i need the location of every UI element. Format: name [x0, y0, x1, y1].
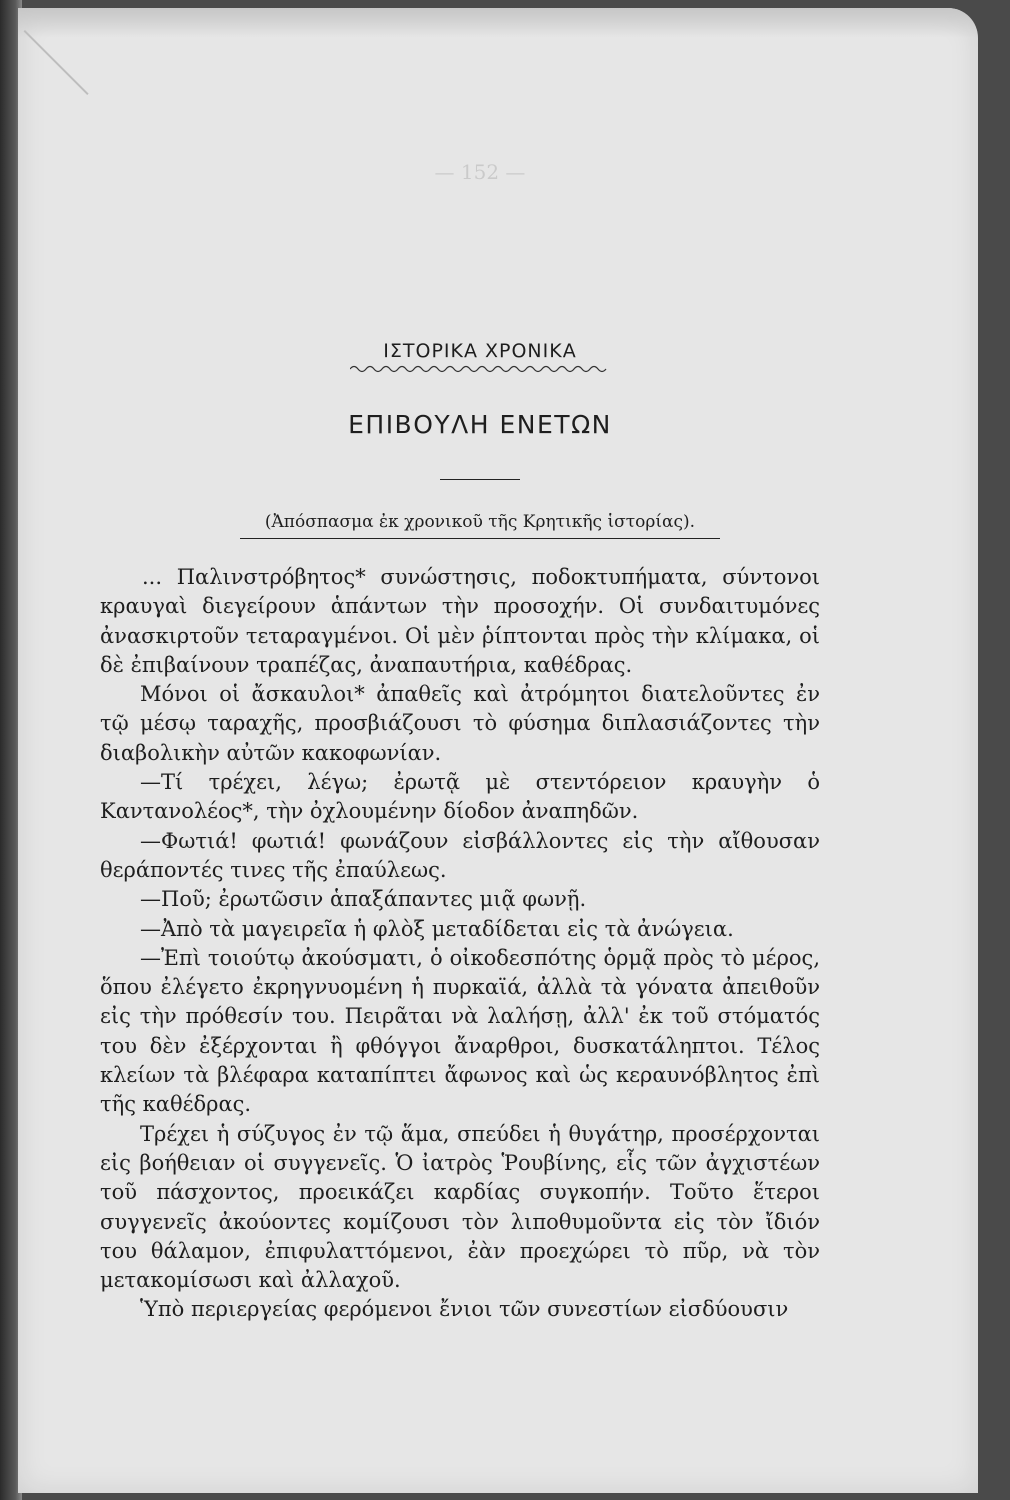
paragraph-3: —Τί τρέχει, λέγω; ἐρωτᾷ μὲ στεντόρειον κραυγὴν ὁ Καντανολέος*, τὴν ὀχλουμένην δίοδον ἀναπηδῶν.: [100, 770, 820, 824]
paragraph-9: Ὑπὸ περιεργείας φερόμενοι ἔνιοι τῶν συνεστίων εἰσδύουσιν: [140, 1297, 789, 1322]
paragraph-4: —Φωτιά! φωτιά! φωνάζουν εἰσβάλλοντες εἰς τὴν αἴθουσαν θεράποντές τινες τῆς ἐπαύλεως.: [100, 828, 820, 882]
subtitle-rule: [240, 538, 720, 539]
paper-top-edge: [18, 8, 978, 38]
section-title: ΙΣΤΟΡΙΚΑ ΧΡΟΝΙΚΑ: [383, 340, 577, 362]
paragraph-1: ... Παλινστρόβητος* συνώστησις, ποδοκτυπήματα, σύντονοι κραυγαὶ διεγείρουν ἁπάντων τὴν προσοχήν. Οἱ συνδαιτυμόνες ἀνασκιρτοῦν τεταραγμένοι. Οἱ μὲν ῥίπτονται πρὸς τὴν κλίμακα, οἱ δὲ ἐπιβαίνουν τραπέζας, ἀναπαυτήρια, καθέδρας.: [100, 565, 820, 677]
paragraph-7: —Ἐπὶ τοιούτῳ ἀκούσματι, ὁ οἰκοδεσπότης ὁρμᾷ πρὸς τὸ μέρος, ὅπου ἐλέγετο ἐκρηγνυομένη ἡ πυρκαϊά, ἀλλὰ τὰ γόνατα ἀπειθοῦν εἰς τὴν πρόθεσίν του. Πειρᾶται νὰ λαλήσῃ, ἀλλ' ἐκ τοῦ στόματός του δὲν ἐξέρχονται ἢ φθόγγοι ἄναρθροι, δυσκατάληπτοι. Τέλος κλείων τὰ βλέφαρα καταπίπτει ἄφωνος καὶ ὡς κεραυνόβλητος ἐπὶ τῆς καθέδρας.: [100, 945, 820, 1117]
document-body: [100, 330, 820, 1325]
article-title: ΕΠΙΒΟΥΛΗ ΕΝΕΤΩΝ: [348, 410, 612, 439]
article-text: [100, 563, 820, 1325]
paragraph-6: —Ἀπὸ τὰ μαγειρεῖα ἡ φλὸξ μεταδίδεται εἰς τὰ ἀνώγεια.: [140, 916, 734, 941]
wavy-underline: [310, 364, 610, 374]
title-rule: [440, 479, 520, 480]
paragraph-8: Τρέχει ἡ σύζυγος ἐν τῷ ἅμα, σπεύδει ἡ θυγάτηρ, προσέρχονται εἰς βοήθειαν οἱ συγγενεῖς. Ὁ ἰατρὸς Ῥουβίνης, εἷς τῶν ἀγχιστέων τοῦ πάσχοντος, προεικάζει καρδίας συγκοπήν. Τοῦτο ἕτεροι συγγενεῖς ἀκούοντες κομίζουσι τὸν λιποθυμοῦντα εἰς τὸν ἴδιόν του θάλαμον, ἐπιφυλαττόμενοι, ἐὰν προεχώρει τὸ πῦρ, νὰ τὸν μετακομίσωσι καὶ ἀλλαχοῦ.: [100, 1121, 820, 1293]
article-subtitle: (Ἀπόσπασμα ἐκ χρονικοῦ τῆς Κρητικῆς ἱστορίας).: [264, 512, 696, 532]
running-head: — 152 —: [434, 160, 526, 184]
paragraph-2: Μόνοι οἱ ἄσκαυλοι* ἀπαθεῖς καὶ ἀτρόμητοι διατελοῦντες ἐν τῷ μέσῳ ταραχῆς, προσβιάζουσι τὸ φύσημα διπλασιάζοντες τὴν διαβολικὴν αὐτῶν κακοφωνίαν.: [100, 682, 820, 765]
paragraph-5: —Ποῦ; ἐρωτῶσιν ἁπαξάπαντες μιᾷ φωνῇ.: [140, 887, 587, 912]
